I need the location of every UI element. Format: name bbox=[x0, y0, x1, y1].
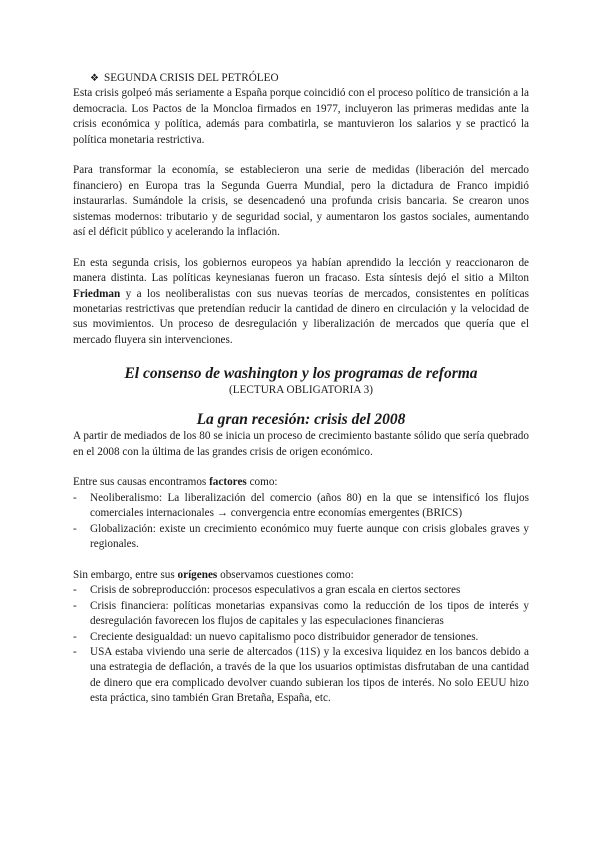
list-item-text: Neoliberalismo: La liberalización del comercio (años 80) en la que se intensificó los flujos comerciales internacionales → convergencia entre economías emergentes (BRICS) bbox=[90, 491, 529, 520]
paragraph-spain-crisis: Esta crisis golpeó más seriamente a España porque coincidió con el proceso político de transición a la democracia. Los Pactos de la Moncloa firmados en 1977, incluyeron las primeras medidas ante la crisis económica y política, además para combatirla, se mantuvieron los salarios y se practicó la política monetaria restrictiva. bbox=[73, 87, 529, 146]
dash-bullet: - bbox=[73, 645, 77, 658]
paragraph-economy-transform: Para transformar la economía, se establecieron una serie de medidas (liberación del mercado financiero) en Europa tras la Segunda Guerra Mundial, pero la dictadura de Franco impidió instaurarlas. Sumándole la crisis, se desencadenó una profunda crisis bancaria. Se crearon unos sistemas modernos: tributario y de seguridad social, y aumentaron los gastos sociales, aumentando así el déficit público y acelerando la inflación. bbox=[73, 164, 529, 239]
factors-list bbox=[73, 491, 529, 553]
paragraph-origins bbox=[73, 568, 529, 583]
list-item bbox=[73, 491, 529, 522]
list-item-text: Crisis de sobreproducción: procesos especulativos a gran escala en ciertos sectores bbox=[90, 584, 461, 597]
heading-text: SEGUNDA CRISIS DEL PETRÓLEO bbox=[104, 72, 279, 84]
text-run: observamos cuestiones como: bbox=[217, 568, 354, 581]
dash-bullet: - bbox=[73, 630, 77, 643]
text-run: como: bbox=[246, 476, 278, 489]
text-run: En esta segunda crisis, los gobiernos europeos ya habían aprendido la lección y reaccionaron de manera distinta. Las políticas keynesianas fueron un fracaso. Esta síntesis dejó el sitio a Milton bbox=[73, 256, 529, 285]
section-subtitle-reading: (LECTURA OBLIGATORIA 3) bbox=[229, 384, 373, 397]
list-item-text: Globalización: existe un crecimiento económico muy fuerte aunque con crisis globales graves y regionales. bbox=[90, 522, 529, 551]
list-item bbox=[73, 630, 529, 645]
section-title-recession: La gran recesión: crisis del 2008 bbox=[196, 411, 406, 429]
text-run: Entre sus causas encontramos bbox=[73, 476, 210, 489]
text-run: Sin embargo, entre sus bbox=[73, 568, 178, 581]
bold-friedman: Friedman bbox=[73, 287, 121, 300]
bold-origenes: orígenes bbox=[177, 568, 218, 581]
dash-bullet: - bbox=[73, 584, 77, 597]
document-page bbox=[73, 71, 529, 707]
paragraph-recession-intro: A partir de mediados de los 80 se inicia un proceso de crecimiento bastante sólido que sería quebrado en el 2008 con la última de las grandes crisis de origen económico. bbox=[73, 430, 529, 458]
list-item bbox=[73, 645, 529, 707]
paragraph-causes bbox=[73, 475, 529, 490]
dash-bullet: - bbox=[73, 599, 77, 612]
section-heading-oil-crisis bbox=[90, 71, 529, 86]
list-item-text: USA estaba viviendo una serie de altercados (11S) y la excesiva liquidez en los bancos debido a una estrategia de deflación, a través de la que los usuarios optimistas disfrutaban de una cantidad de dinero que era complicado devolver cuando subieran los tipos de interés. No solo EEUU hizo esta práctica, sino también Gran Bretaña, España, etc. bbox=[90, 645, 529, 705]
origins-list bbox=[73, 583, 529, 706]
list-item bbox=[73, 522, 529, 553]
list-item bbox=[73, 599, 529, 630]
list-item-text: Creciente desigualdad: un nuevo capitalismo poco distribuidor generador de tensiones. bbox=[90, 630, 479, 643]
paragraph-keynesian bbox=[73, 256, 529, 348]
text-run: y a los neoliberalistas con sus nuevas teorías de mercados, consistentes en políticas monetarias restrictivas que pretendían reducir la cantidad de dinero en circulación y la velocidad de sus movimientos. Un proceso de desregulación y liberalización de mercados que quería que el mercado fluyera sin intervenciones. bbox=[73, 287, 529, 346]
bold-factores: factores bbox=[209, 476, 247, 489]
list-item bbox=[73, 583, 529, 598]
diamond-bullet-icon: ❖ bbox=[90, 73, 99, 84]
list-item-text: Crisis financiera: políticas monetarias expansivas como la reducción de los tipos de interés y desregulación favorecen los flujos de capitales y las especulaciones financieras bbox=[90, 599, 529, 628]
dash-bullet: - bbox=[73, 491, 77, 504]
dash-bullet: - bbox=[73, 522, 77, 535]
section-title-washington: El consenso de washington y los programas de reforma bbox=[124, 365, 478, 383]
